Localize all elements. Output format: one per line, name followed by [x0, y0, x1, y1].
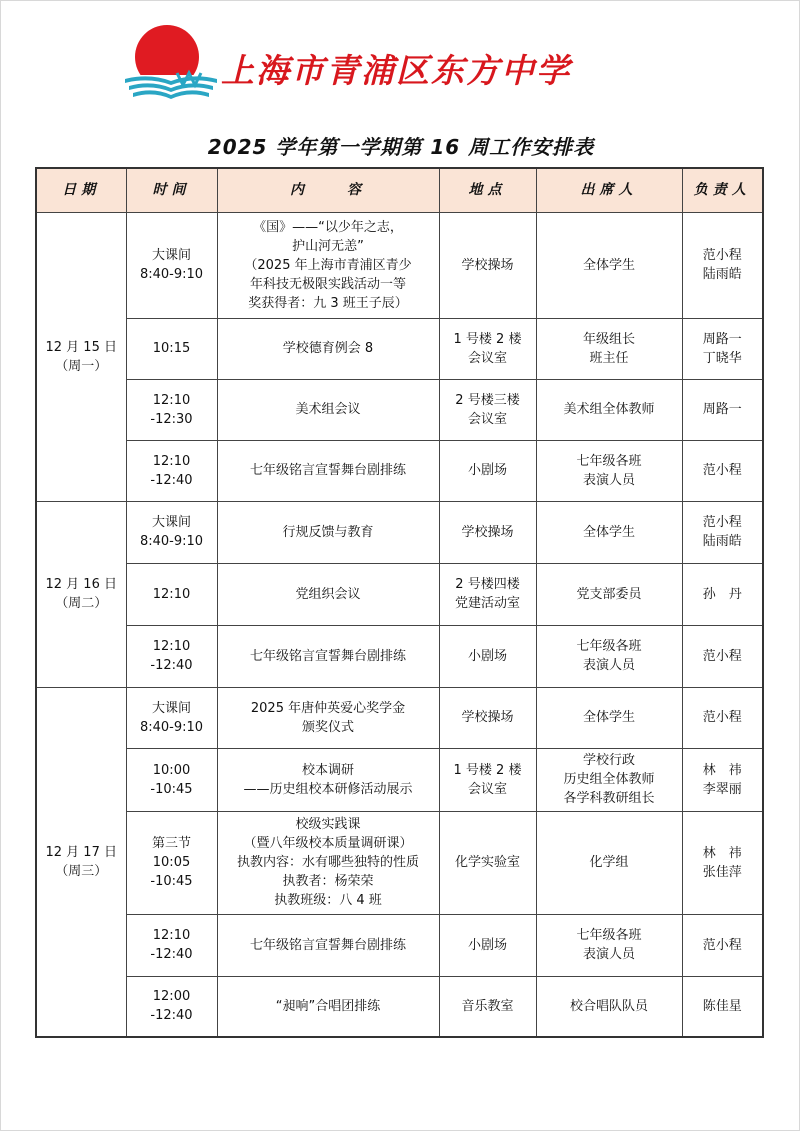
content-cell-line: 执教内容：水有哪些独特的性质 [236, 855, 419, 870]
time-cell [126, 748, 217, 811]
time-cell-line: 10:05 [152, 855, 191, 870]
time-cell-line: 8:40-9:10 [139, 534, 204, 549]
time-cell [126, 501, 217, 563]
content-cell-line: 奖获得者：九 3 班王子辰） [248, 295, 408, 311]
owner-cell-line: 范小程 [702, 463, 742, 478]
time-cell-line: 12:10 [152, 928, 191, 943]
attendees-cell-line: 七年级各班 [576, 639, 642, 654]
attendees-cell [536, 440, 682, 501]
owner-cell-line: 范小程 [702, 648, 742, 664]
content-cell [217, 625, 439, 687]
owner-cell [682, 318, 763, 379]
owner-cell [682, 811, 763, 914]
content-cell [217, 440, 439, 501]
time-cell-line: -10:45 [150, 874, 193, 889]
school-header [121, 23, 641, 103]
attendees-cell-line: 校合唱队队员 [569, 998, 648, 1014]
attendees-cell [536, 212, 682, 318]
time-cell-line: 10:00 [152, 762, 191, 778]
date-cell-line: （周三） [55, 863, 108, 879]
table-row [36, 687, 763, 748]
attendees-cell [536, 563, 682, 625]
content-cell-line: （2025 年上海市青浦区青少 [244, 257, 412, 273]
date-cell-line: （周一） [55, 358, 108, 374]
owner-cell [682, 440, 763, 501]
attendees-cell [536, 811, 682, 914]
attendees-cell-line: 表演人员 [582, 658, 635, 673]
attendees-cell-line: 党支部委员 [576, 586, 642, 602]
location-cell-line: 1 号楼 2 楼 [453, 331, 522, 347]
attendees-cell-line: 年级组长 [582, 331, 635, 347]
content-cell [217, 811, 439, 914]
header-date: 日期 [36, 168, 126, 212]
owner-cell-line: 陆雨皓 [702, 534, 742, 549]
header-time: 时间 [126, 168, 217, 212]
table-row [36, 914, 763, 976]
content-cell-line: （暨八年级校本质量调研课） [243, 836, 413, 851]
owner-cell-line: 李翠丽 [702, 781, 742, 797]
time-cell-line: 12:10 [152, 453, 191, 469]
content-cell [217, 563, 439, 625]
time-cell [126, 976, 217, 1037]
content-cell-line: ——历史组校本研修活动展示 [243, 781, 413, 797]
content-cell-line: 执教班级：八 4 班 [274, 893, 382, 908]
attendees-cell-line: 班主任 [589, 350, 629, 366]
content-cell-line: 年科技无极限实践活动一等 [249, 276, 406, 292]
content-cell-line: 七年级铭言宣誓舞台剧排练 [249, 937, 406, 953]
school-name: 上海市青浦区东方中学 [221, 51, 571, 90]
date-cell-line: （周二） [55, 596, 108, 611]
content-cell-line: 美术组会议 [295, 402, 361, 417]
owner-cell [682, 379, 763, 440]
owner-cell-line: 陆雨皓 [702, 267, 742, 282]
location-cell [439, 687, 536, 748]
owner-cell-line: 范小程 [702, 937, 742, 953]
owner-cell-line: 周路一 [702, 331, 742, 347]
content-cell [217, 318, 439, 379]
location-cell-line: 会议室 [467, 781, 507, 797]
time-cell-line: -12:30 [150, 411, 193, 427]
date-cell-line: 12 月 16 日 [45, 577, 117, 592]
location-cell [439, 811, 536, 914]
time-cell [126, 811, 217, 914]
location-cell-line: 小剧场 [467, 648, 507, 664]
content-cell-line: 学校德育例会 8 [282, 341, 374, 356]
table-row [36, 318, 763, 379]
time-cell-line: -12:40 [150, 947, 193, 962]
owner-cell [682, 748, 763, 811]
attendees-cell [536, 748, 682, 811]
owner-cell-line: 范小程 [702, 248, 742, 263]
location-cell [439, 976, 536, 1037]
date-cell [36, 501, 126, 687]
location-cell [439, 748, 536, 811]
content-cell-line: 护山河无恙” [292, 238, 364, 254]
header-attendees: 出席人 [536, 168, 682, 212]
table-row [36, 748, 763, 811]
time-cell-line: 12:10 [152, 639, 191, 654]
attendees-cell-line: 全体学生 [582, 524, 635, 540]
time-cell [126, 212, 217, 318]
time-cell-line: 12:10 [152, 392, 191, 408]
attendees-cell-line: 表演人员 [582, 472, 635, 488]
owner-cell-line: 周路一 [702, 402, 742, 417]
date-cell [36, 687, 126, 1037]
location-cell [439, 914, 536, 976]
content-cell-line: “昶响”合唱团排练 [275, 998, 381, 1014]
owner-cell-line: 林 祎 [702, 762, 742, 778]
time-cell [126, 687, 217, 748]
owner-cell [682, 563, 763, 625]
table-row [36, 501, 763, 563]
location-cell-line: 学校操场 [461, 710, 514, 725]
owner-cell-line: 林 祎 [702, 845, 742, 861]
location-cell [439, 318, 536, 379]
owner-cell-line: 陈佳星 [702, 998, 742, 1014]
attendees-cell [536, 914, 682, 976]
content-cell-line: 执教者：杨荣荣 [282, 874, 374, 889]
location-cell-line: 小剧场 [467, 463, 507, 478]
date-cell-line: 12 月 17 日 [45, 844, 117, 860]
location-cell-line: 2 号楼三楼 [455, 392, 520, 408]
owner-cell [682, 976, 763, 1037]
time-cell-line: -12:40 [150, 658, 193, 673]
location-cell-line: 化学实验室 [454, 855, 520, 870]
content-cell [217, 914, 439, 976]
content-cell [217, 501, 439, 563]
table-row [36, 625, 763, 687]
owner-cell [682, 687, 763, 748]
attendees-cell [536, 379, 682, 440]
time-cell-line: 大课间 [151, 515, 191, 530]
time-cell [126, 379, 217, 440]
attendees-cell [536, 976, 682, 1037]
location-cell-line: 小剧场 [467, 937, 507, 953]
location-cell [439, 563, 536, 625]
location-cell [439, 625, 536, 687]
attendees-cell-line: 学校行政 [582, 753, 635, 768]
table-row [36, 379, 763, 440]
date-cell-line: 12 月 15 日 [45, 339, 117, 355]
location-cell-line: 党建活动室 [454, 596, 520, 611]
location-cell-line: 音乐教室 [461, 998, 514, 1014]
location-cell-line: 学校操场 [461, 257, 514, 273]
table-row [36, 976, 763, 1037]
content-cell [217, 212, 439, 318]
time-cell-line: 大课间 [151, 248, 191, 263]
location-cell [439, 501, 536, 563]
time-cell-line: 8:40-9:10 [139, 267, 204, 282]
schedule-table [35, 167, 764, 1038]
owner-cell-line: 丁晓华 [702, 350, 742, 366]
owner-cell [682, 625, 763, 687]
content-cell [217, 379, 439, 440]
content-cell-line: 七年级铭言宣誓舞台剧排练 [249, 648, 406, 664]
page-title: 2025 学年第一学期第 16 周工作安排表 [207, 135, 595, 159]
location-cell-line: 2 号楼四楼 [455, 577, 520, 592]
owner-cell [682, 914, 763, 976]
school-logo-icon [121, 23, 221, 103]
schedule-body [36, 212, 763, 1037]
table-row [36, 563, 763, 625]
time-cell [126, 440, 217, 501]
time-cell [126, 318, 217, 379]
content-cell-line: 校级实践课 [295, 817, 361, 832]
content-cell-line: 2025 年唐仲英爱心奖学金 [250, 700, 406, 716]
attendees-cell-line: 全体学生 [582, 257, 635, 273]
content-cell [217, 748, 439, 811]
content-cell-line: 行规反馈与教育 [282, 524, 374, 540]
attendees-cell [536, 625, 682, 687]
owner-cell [682, 501, 763, 563]
content-cell-line: 《国》——“以少年之志， [253, 219, 403, 235]
owner-cell-line: 范小程 [702, 515, 742, 530]
content-cell-line: 党组织会议 [295, 586, 361, 602]
attendees-cell-line: 各学科教研组长 [563, 791, 655, 806]
header-owner: 负责人 [682, 168, 763, 212]
attendees-cell [536, 687, 682, 748]
location-cell-line: 会议室 [467, 411, 507, 427]
content-cell-line: 校本调研 [301, 762, 354, 778]
attendees-cell [536, 501, 682, 563]
location-cell [439, 212, 536, 318]
location-cell [439, 440, 536, 501]
time-cell-line: -10:45 [150, 781, 193, 797]
time-cell-line: -12:40 [150, 1008, 193, 1024]
location-cell-line: 学校操场 [461, 524, 514, 540]
location-cell-line: 会议室 [467, 350, 507, 366]
time-cell [126, 625, 217, 687]
attendees-cell-line: 化学组 [589, 855, 629, 870]
time-cell-line: 第三节 [151, 836, 191, 851]
attendees-cell [536, 318, 682, 379]
owner-cell-line: 范小程 [702, 710, 742, 725]
content-cell-line: 七年级铭言宣誓舞台剧排练 [249, 463, 406, 478]
attendees-cell-line: 美术组全体教师 [563, 402, 655, 417]
time-cell-line: 10:15 [152, 341, 191, 356]
content-cell [217, 976, 439, 1037]
time-cell-line: 12:10 [152, 586, 191, 602]
table-header-row [36, 168, 763, 212]
time-cell [126, 914, 217, 976]
table-row [36, 440, 763, 501]
table-row [36, 811, 763, 914]
time-cell-line: -12:40 [150, 472, 193, 488]
header-location: 地点 [439, 168, 536, 212]
time-cell-line: 8:40-9:10 [139, 719, 204, 735]
owner-cell [682, 212, 763, 318]
attendees-cell-line: 全体学生 [582, 710, 635, 725]
time-cell-line: 12:00 [152, 989, 191, 1005]
attendees-cell-line: 七年级各班 [576, 453, 642, 469]
content-cell [217, 687, 439, 748]
owner-cell-line: 张佳萍 [702, 864, 742, 880]
attendees-cell-line: 历史组全体教师 [563, 772, 655, 787]
table-row [36, 212, 763, 318]
location-cell-line: 1 号楼 2 楼 [453, 762, 522, 778]
time-cell [126, 563, 217, 625]
time-cell-line: 大课间 [151, 700, 191, 716]
attendees-cell-line: 表演人员 [582, 947, 635, 962]
location-cell [439, 379, 536, 440]
header-content: 内 容 [217, 168, 439, 212]
attendees-cell-line: 七年级各班 [576, 928, 642, 943]
date-cell [36, 212, 126, 501]
owner-cell-line: 孙 丹 [702, 586, 742, 602]
content-cell-line: 颁奖仪式 [301, 719, 354, 735]
